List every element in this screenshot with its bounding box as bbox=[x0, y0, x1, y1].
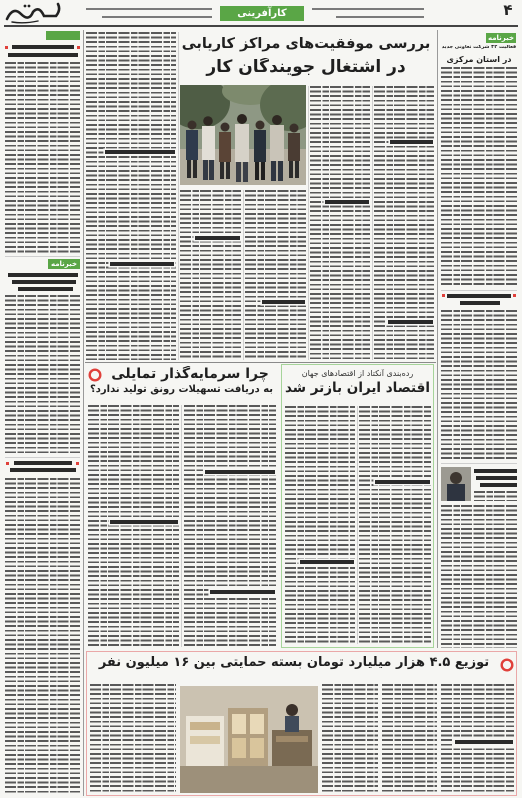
newspaper-logo bbox=[4, 2, 62, 24]
article-text-column bbox=[285, 406, 355, 644]
article-text-column bbox=[184, 405, 276, 647]
brief-headline-line bbox=[460, 301, 500, 305]
column-rule bbox=[181, 405, 182, 647]
unctad-headline: اقتصاد ایران بازتر شد bbox=[284, 381, 431, 396]
job-seekers-photo bbox=[180, 85, 306, 185]
brief-headline-line bbox=[476, 476, 517, 480]
article-text-column bbox=[441, 67, 517, 288]
subheading-line bbox=[210, 590, 275, 594]
red-circle-icon bbox=[88, 368, 102, 382]
article-text-column bbox=[180, 190, 241, 360]
brief-headline-line bbox=[8, 273, 78, 277]
subheading-line bbox=[300, 560, 354, 564]
article-text-column bbox=[5, 478, 80, 795]
red-square-marker bbox=[76, 462, 79, 465]
investment-headline: به دریافت تسهیلات رونق تولید ندارد؟ bbox=[89, 384, 274, 395]
red-circle-icon bbox=[500, 658, 514, 672]
header-meta-line bbox=[312, 8, 424, 10]
article-text-column bbox=[310, 86, 370, 360]
red-square-marker bbox=[6, 462, 9, 465]
article-text-column bbox=[441, 310, 517, 461]
subheading-line bbox=[262, 300, 305, 304]
column-rule bbox=[372, 86, 373, 360]
subheading-line bbox=[110, 262, 174, 266]
brief-headline-line bbox=[447, 294, 511, 298]
right-brief-headline: در استان مرکزی bbox=[446, 55, 512, 64]
left-brief-label: خبرنامه bbox=[48, 259, 80, 269]
section-label: کارآفرینی bbox=[220, 6, 304, 21]
article-text-column bbox=[5, 62, 80, 254]
subheading-line bbox=[390, 140, 433, 144]
section-divider bbox=[441, 290, 517, 291]
column-rule bbox=[308, 86, 309, 360]
subheading-line bbox=[388, 320, 433, 324]
subheading-line bbox=[110, 520, 178, 524]
article-text-column bbox=[382, 684, 437, 793]
section-divider bbox=[5, 256, 80, 257]
brief-headline-line bbox=[8, 53, 78, 57]
article-text-column bbox=[245, 190, 306, 360]
header-meta-line bbox=[102, 16, 212, 18]
right-brief-label: خبرنامه bbox=[487, 34, 515, 42]
red-square-marker bbox=[513, 294, 516, 297]
subheading-line bbox=[325, 200, 369, 204]
column-rule bbox=[437, 30, 438, 648]
aid-package-photo bbox=[180, 686, 318, 793]
subheading-line bbox=[375, 480, 430, 484]
story-divider bbox=[85, 362, 436, 363]
bottom-headline: توزیع ۴.۵ هزار میلیارد تومان بسته حمایتی بین ۱۶ میلیون نفر bbox=[98, 656, 490, 670]
article-text-column bbox=[441, 505, 517, 648]
article-text-column bbox=[88, 405, 179, 647]
column-rule bbox=[243, 190, 244, 360]
subheading-line bbox=[205, 470, 275, 474]
red-square-marker bbox=[5, 46, 8, 49]
subheading-line bbox=[195, 236, 240, 240]
red-square-marker bbox=[442, 294, 445, 297]
column-rule bbox=[357, 406, 358, 644]
section-divider bbox=[5, 457, 80, 458]
red-square-marker bbox=[77, 46, 80, 49]
main-headline: بررسی موفقیت‌های مراکز کاریابی bbox=[181, 36, 431, 52]
page-number: ۴ bbox=[503, 1, 513, 19]
article-text-column bbox=[5, 295, 80, 455]
brief-headline-line bbox=[480, 483, 517, 487]
article-text-column bbox=[86, 32, 176, 360]
header-meta-line bbox=[86, 8, 212, 10]
header-meta-line bbox=[336, 16, 424, 18]
brief-headline-line bbox=[474, 469, 517, 473]
subheading-line bbox=[105, 150, 175, 154]
section-divider bbox=[441, 463, 517, 464]
article-text-column bbox=[359, 406, 431, 644]
brief-headline-line bbox=[12, 45, 74, 49]
brief-thumbnail-photo bbox=[441, 467, 471, 501]
article-text-column bbox=[322, 684, 378, 793]
investment-headline: چرا سرمایه‌گذار تمایلی bbox=[111, 366, 269, 382]
right-brief-headline: فعالیت ۴۲ شرکت تعاونی جدید bbox=[441, 45, 517, 50]
unctad-kicker: رده‌بندی آنکتاد از اقتصادهای جهان bbox=[301, 369, 414, 378]
article-text-column bbox=[441, 684, 514, 793]
brief-headline-line bbox=[12, 280, 76, 284]
brief-headline-line bbox=[14, 461, 72, 465]
main-headline: در اشتغال جویندگان کار bbox=[206, 58, 406, 77]
column-rule bbox=[178, 32, 179, 360]
column-rule bbox=[83, 30, 84, 796]
article-text-column bbox=[474, 491, 517, 501]
brief-headline-line bbox=[10, 468, 76, 472]
brief-headline-line bbox=[18, 287, 73, 291]
left-top-label bbox=[46, 31, 80, 40]
article-text-column bbox=[374, 86, 434, 360]
header-rule bbox=[4, 25, 518, 27]
article-text-column bbox=[90, 684, 176, 793]
subheading-line bbox=[455, 740, 513, 744]
